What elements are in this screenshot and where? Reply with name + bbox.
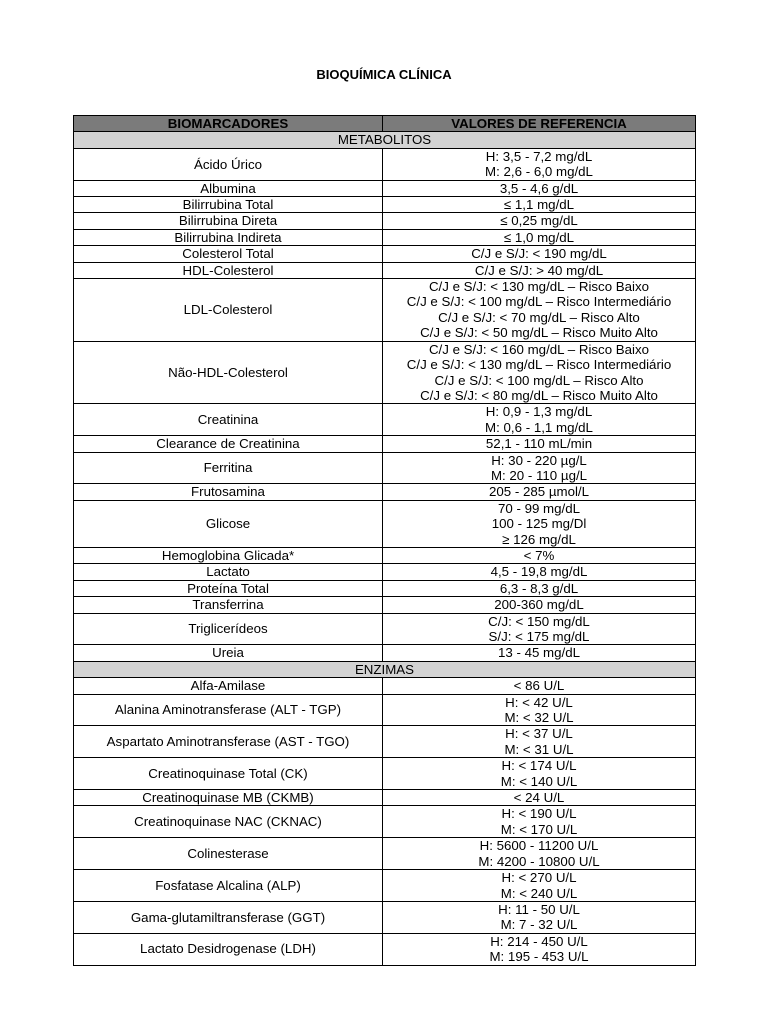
header-biomarcadores: BIOMARCADORES	[74, 116, 383, 132]
reference-value-line: 200-360 mg/dL	[494, 597, 584, 613]
reference-value-line: H: 11 - 50 U/L	[498, 901, 580, 917]
reference-value-line: M: < 140 U/L	[500, 773, 578, 789]
reference-value-line: 13 - 45 mg/dL	[497, 645, 581, 661]
biomarker-name: Colesterol Total	[74, 246, 383, 262]
reference-value-line: M: < 31 U/L	[504, 741, 574, 757]
biomarker-name: Gama-glutamiltransferase (GGT)	[74, 901, 383, 933]
biomarker-name: Lactato Desidrogenase (LDH)	[74, 933, 383, 965]
biomarker-name: Clearance de Creatinina	[74, 436, 383, 452]
table-row	[74, 645, 696, 661]
section-row	[74, 661, 696, 677]
reference-values	[383, 452, 696, 484]
table-row	[74, 197, 696, 213]
reference-value-line: M: 7 - 32 U/L	[500, 917, 578, 933]
table-row	[74, 246, 696, 262]
reference-values	[383, 246, 696, 262]
reference-value-line: H: < 270 U/L	[501, 870, 577, 886]
biomarker-name: Bilirrubina Total	[74, 197, 383, 213]
reference-value-line: M: 20 - 110 µg/L	[490, 467, 588, 483]
biomarker-name: Albumina	[74, 180, 383, 196]
reference-value-line: C/J e S/J: > 40 mg/dL	[474, 262, 604, 278]
reference-values	[383, 870, 696, 902]
reference-value-line: M: < 240 U/L	[500, 885, 578, 901]
table-row	[74, 404, 696, 436]
reference-values	[383, 901, 696, 933]
reference-value-line: 100 - 125 mg/Dl	[491, 516, 587, 532]
reference-value-line: H: 0,9 - 1,3 mg/dL	[485, 404, 593, 420]
reference-value-line: C/J e S/J: < 190 mg/dL	[471, 246, 607, 262]
reference-value-line: 3,5 - 4,6 g/dL	[499, 180, 579, 196]
table-row	[74, 806, 696, 838]
header-row	[74, 116, 696, 132]
section-header: ENZIMAS	[74, 661, 696, 677]
biomarker-name: LDL-Colesterol	[74, 279, 383, 342]
reference-value-line: H: 3,5 - 7,2 mg/dL	[485, 148, 593, 164]
reference-values	[383, 933, 696, 965]
table-row	[74, 341, 696, 404]
biomarker-name: Creatinina	[74, 404, 383, 436]
reference-value-line: 52,1 - 110 mL/min	[485, 436, 593, 452]
reference-value-line: C/J e S/J: < 130 mg/dL – Risco Intermediário	[406, 357, 672, 373]
biomarker-name: Não-HDL-Colesterol	[74, 341, 383, 404]
reference-values	[383, 790, 696, 806]
biomarker-name: HDL-Colesterol	[74, 262, 383, 278]
reference-value-line: C/J e S/J: < 100 mg/dL – Risco Alto	[434, 372, 644, 388]
table-row	[74, 678, 696, 694]
reference-value-line: C/J e S/J: < 70 mg/dL – Risco Alto	[438, 309, 640, 325]
reference-values	[383, 806, 696, 838]
table-row	[74, 484, 696, 500]
header-valores-de-referencia: VALORES DE REFERENCIA	[383, 116, 696, 132]
reference-values	[383, 678, 696, 694]
reference-value-line: H: < 42 U/L	[505, 694, 573, 710]
reference-value-line: 70 - 99 mg/dL	[497, 500, 581, 516]
reference-value-line: C/J e S/J: < 100 mg/dL – Risco Intermediário	[406, 294, 672, 310]
reference-values	[383, 500, 696, 547]
table-row	[74, 838, 696, 870]
table-row	[74, 870, 696, 902]
table-row	[74, 613, 696, 645]
reference-values	[383, 564, 696, 580]
table-row	[74, 694, 696, 726]
biomarker-name: Transferrina	[74, 597, 383, 613]
reference-values	[383, 279, 696, 342]
reference-values	[383, 613, 696, 645]
biomarker-name: Colinesterase	[74, 838, 383, 870]
reference-values	[383, 838, 696, 870]
table-row	[74, 547, 696, 563]
reference-values	[383, 726, 696, 758]
biomarker-name: Creatinoquinase NAC (CKNAC)	[74, 806, 383, 838]
reference-value-line: M: < 170 U/L	[500, 821, 578, 837]
reference-values	[383, 404, 696, 436]
reference-values	[383, 436, 696, 452]
table-row	[74, 726, 696, 758]
reference-values	[383, 229, 696, 245]
reference-value-line: ≤ 1,1 mg/dL	[503, 197, 575, 213]
table-row	[74, 758, 696, 790]
biomarker-name: Ureia	[74, 645, 383, 661]
biomarker-name: Ácido Úrico	[74, 148, 383, 180]
reference-value-line: M: 2,6 - 6,0 mg/dL	[485, 164, 593, 180]
page-title: BIOQUÍMICA CLÍNICA	[316, 67, 452, 82]
reference-value-line: M: 0,6 - 1,1 mg/dL	[485, 419, 593, 435]
reference-value-line: M: 4200 - 10800 U/L	[478, 853, 600, 869]
reference-value-line: 6,3 - 8,3 g/dL	[499, 580, 579, 596]
biomarker-name: Triglicerídeos	[74, 613, 383, 645]
biomarker-name: Aspartato Aminotransferase (AST - TGO)	[74, 726, 383, 758]
reference-values	[383, 694, 696, 726]
table-row	[74, 580, 696, 596]
table-row	[74, 597, 696, 613]
table-row	[74, 901, 696, 933]
biomarker-name: Lactato	[74, 564, 383, 580]
biomarker-name: Proteína Total	[74, 580, 383, 596]
reference-value-line: H: 30 - 220 µg/L	[491, 452, 587, 468]
reference-value-line: C/J e S/J: < 160 mg/dL – Risco Baixo	[428, 341, 650, 357]
biomarker-name: Alanina Aminotransferase (ALT - TGP)	[74, 694, 383, 726]
biomarker-name: Creatinoquinase MB (CKMB)	[74, 790, 383, 806]
reference-value-line: C/J e S/J: < 50 mg/dL – Risco Muito Alto	[420, 325, 658, 341]
biomarker-name: Bilirrubina Indireta	[74, 229, 383, 245]
table-row	[74, 213, 696, 229]
biomarker-name: Bilirrubina Direta	[74, 213, 383, 229]
reference-values	[383, 547, 696, 563]
reference-value-line: H: 5600 - 11200 U/L	[479, 838, 599, 854]
reference-value-line: S/J: < 175 mg/dL	[488, 629, 590, 644]
table-row	[74, 790, 696, 806]
reference-value-line: 205 - 285 µmol/L	[488, 484, 590, 500]
reference-table	[73, 115, 696, 966]
reference-value-line: < 86 U/L	[513, 678, 565, 694]
section-header: METABOLITOS	[74, 132, 696, 148]
biomarker-name: Hemoglobina Glicada*	[74, 547, 383, 563]
reference-value-line: 4,5 - 19,8 mg/dL	[490, 564, 588, 580]
reference-values	[383, 180, 696, 196]
biomarker-name: Creatinoquinase Total (CK)	[74, 758, 383, 790]
table-row	[74, 279, 696, 342]
biomarker-name: Frutosamina	[74, 484, 383, 500]
table-row	[74, 452, 696, 484]
reference-value-line: H: < 37 U/L	[505, 726, 573, 742]
table-row	[74, 180, 696, 196]
table-row	[74, 436, 696, 452]
reference-value-line: ≤ 1,0 mg/dL	[503, 229, 575, 245]
reference-value-line: ≤ 0,25 mg/dL	[500, 213, 578, 229]
section-row	[74, 132, 696, 148]
reference-value-line: C/J: < 150 mg/dL	[488, 613, 590, 629]
table-body	[74, 132, 696, 965]
reference-value-line: C/J e S/J: < 130 mg/dL – Risco Baixo	[428, 279, 650, 295]
reference-values	[383, 758, 696, 790]
reference-values	[383, 148, 696, 180]
biomarker-name: Glicose	[74, 500, 383, 547]
table-row	[74, 500, 696, 547]
table-row	[74, 262, 696, 278]
reference-values	[383, 484, 696, 500]
reference-values	[383, 580, 696, 596]
reference-values	[383, 597, 696, 613]
biomarker-name: Alfa-Amilase	[74, 678, 383, 694]
table-row	[74, 564, 696, 580]
reference-value-line: < 24 U/L	[513, 790, 565, 806]
reference-value-line: < 7%	[523, 547, 555, 563]
reference-values	[383, 341, 696, 404]
reference-values	[383, 645, 696, 661]
reference-value-line: ≥ 126 mg/dL	[502, 531, 576, 547]
reference-value-line: M: < 32 U/L	[504, 710, 574, 726]
reference-values	[383, 213, 696, 229]
table-row	[74, 148, 696, 180]
reference-value-line: C/J e S/J: < 80 mg/dL – Risco Muito Alto	[420, 387, 658, 403]
reference-value-line: H: 214 - 450 U/L	[490, 933, 588, 949]
reference-value-line: H: < 190 U/L	[501, 806, 577, 822]
reference-value-line: H: < 174 U/L	[501, 758, 577, 774]
reference-value-line: M: 195 - 453 U/L	[489, 949, 589, 965]
reference-values	[383, 262, 696, 278]
table-row	[74, 229, 696, 245]
biomarker-name: Fosfatase Alcalina (ALP)	[74, 870, 383, 902]
biomarker-name: Ferritina	[74, 452, 383, 484]
reference-values	[383, 197, 696, 213]
table-row	[74, 933, 696, 965]
